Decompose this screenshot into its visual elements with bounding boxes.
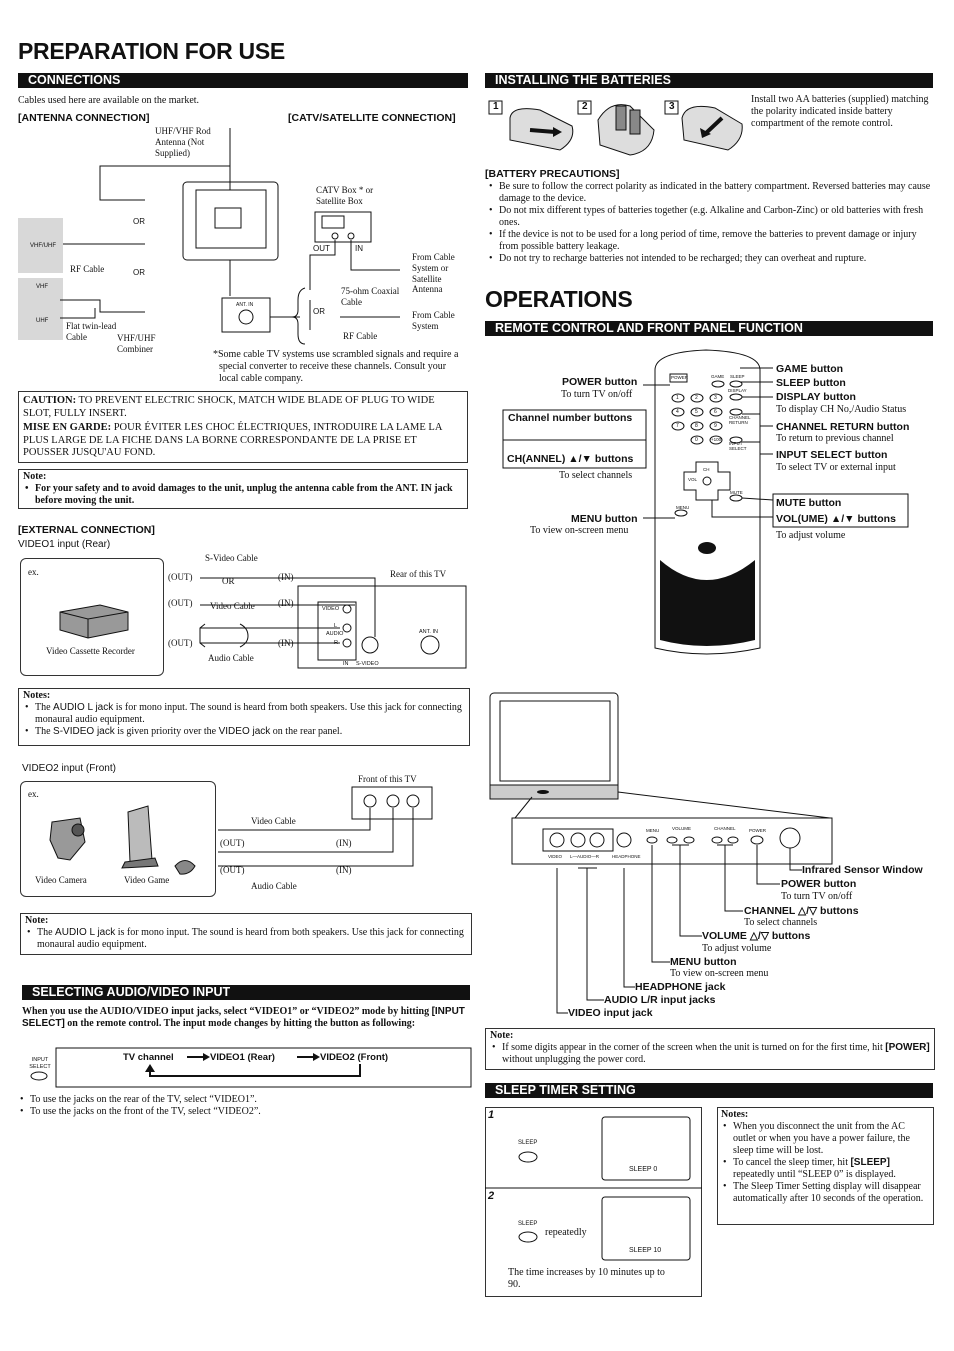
remote-game-key: GAME xyxy=(711,374,725,379)
selecting-header: SELECTING AUDIO/VIDEO INPUT xyxy=(22,985,470,1000)
rear-svideo-label: S-VIDEO xyxy=(356,661,379,667)
remote-input-sub: To select TV or external input xyxy=(776,462,896,473)
or-label-ext: OR xyxy=(222,576,235,586)
panel-audio-text: L—AUDIO—R xyxy=(570,854,600,859)
video2-out-1: (OUT) xyxy=(220,838,245,848)
remote-power-key: POWER xyxy=(671,375,689,380)
batteries-header: INSTALLING THE BATTERIES xyxy=(485,73,933,88)
remote-key-3: 3 xyxy=(714,395,717,401)
sleep-repeatedly: repeatedly xyxy=(545,1227,587,1238)
rear-audio-label: AUDIO xyxy=(326,631,344,637)
panel-channel-sub: To select channels xyxy=(744,917,818,928)
panel-volume-label: VOLUME △/▽ buttons xyxy=(702,930,811,942)
remote-display-label: DISPLAY button xyxy=(776,391,856,403)
out-label-3: (OUT) xyxy=(168,638,193,648)
remote-sleep-key: SLEEP xyxy=(730,374,745,379)
panel-ir-label: Infrared Sensor Window xyxy=(802,864,923,876)
input-select-mini-label: INPUT SELECT xyxy=(29,1057,51,1070)
precaution-recharge: • Do not try to recharge batteries not intended to be recharged; they can overheat and rupture. xyxy=(487,253,935,265)
note-antenna-text: • For your safety and to avoid damages to the unit, unplug the antenna cable from the ANT. IN jack before moving the unit. xyxy=(23,483,463,507)
remote-key-1: 1 xyxy=(676,395,679,401)
in-label-2: (IN) xyxy=(278,598,294,608)
sleep-btn-label-1: SLEEP xyxy=(518,1140,538,1146)
remote-input-label: INPUT SELECT button xyxy=(776,449,888,461)
catv-heading: [CATV/SATELLITE CONNECTION] xyxy=(288,112,456,124)
front-label: Front of this TV xyxy=(358,774,417,784)
catv-box-label: CATV Box * or Satellite Box xyxy=(316,185,374,206)
rear-in-label: IN xyxy=(343,661,349,667)
remote-input-key: INPUT SELECT xyxy=(729,441,747,451)
antenna-heading: [ANTENNA CONNECTION] xyxy=(18,112,150,124)
panel-volume-sub: To adjust volume xyxy=(702,943,772,954)
vhf-uhf-jack-label: VHF/UHF xyxy=(30,243,56,249)
video2-audio-cable-label: Audio Cable xyxy=(251,881,297,891)
rear-r-label: R xyxy=(334,640,338,646)
cycle-video2: VIDEO2 (Front) xyxy=(320,1052,389,1063)
remote-menu-label: MENU button xyxy=(571,513,638,525)
remote-ch-sub: To select channels xyxy=(559,470,633,481)
combiner-label: VHF/UHF Combiner xyxy=(117,333,156,354)
sleep-step-1: 1 xyxy=(488,1109,495,1121)
note-label-4: Note: xyxy=(490,1030,514,1041)
battery-step-3: 3 xyxy=(669,101,675,112)
sleep-note-disappear: • The Sleep Timer Setting display will disappear automatically after 10 seconds of the operation. xyxy=(721,1181,930,1205)
external-heading: [EXTERNAL CONNECTION] xyxy=(18,524,155,536)
catv-footnote: *Some cable TV systems use scrambled signals and require a special converter to receive these channels. Consult your local cable company. xyxy=(213,349,459,384)
remote-return-key: CHANNEL RETURN xyxy=(729,415,751,425)
remote-sleep-label: SLEEP button xyxy=(776,377,846,389)
panel-video-label: VIDEO input jack xyxy=(568,1007,653,1019)
caution-fr-label: MISE EN GARDE: xyxy=(23,422,112,434)
note-audio-l: • The AUDIO L jack is for mono input. The sound is heard from both speakers. Use this jack for connecting monaural audio equipment. xyxy=(23,702,465,726)
remote-menu-sub: To view on-screen menu xyxy=(530,525,629,536)
sleep-header: SLEEP TIMER SETTING xyxy=(485,1083,933,1098)
video1-heading: VIDEO1 input (Rear) xyxy=(18,539,111,550)
page-title-preparation: PREPARATION FOR USE xyxy=(18,38,285,64)
flat-cable-label: Flat twin-lead Cable xyxy=(66,321,117,342)
coaxial-label: 75-ohm Coaxial Cable xyxy=(341,286,400,307)
caution-label: CAUTION: xyxy=(23,395,77,406)
svideo-cable-label: S-Video Cable xyxy=(205,553,258,563)
sleep-notes-box xyxy=(717,1107,934,1225)
rear-ant-in-label: ANT. IN xyxy=(419,629,438,635)
selecting-bullet-rear: • To use the jacks on the rear of the TV, select “VIDEO1”. xyxy=(18,1094,468,1106)
ex-label: ex. xyxy=(28,567,39,577)
out-label-1: (OUT) xyxy=(168,572,193,582)
remote-key-0: 0 xyxy=(695,437,698,443)
connections-intro: Cables used here are available on the market. xyxy=(18,95,200,106)
panel-channel-text: CHANNEL xyxy=(714,826,736,831)
note-svideo: • The S-VIDEO jack is given priority over the VIDEO jack on the rear panel. xyxy=(23,726,465,738)
sleep-step-2: 2 xyxy=(488,1190,495,1202)
rod-antenna-label: UHF/VHF Rod Antenna (Not Supplied) xyxy=(155,126,211,158)
video-cable-label: Video Cable xyxy=(210,601,255,611)
remote-return-label: CHANNEL RETURN button xyxy=(776,421,910,433)
from-cable-label: From Cable System xyxy=(412,310,455,331)
precaution-leakage: • If the device is not to be used for a long period of time, remove the batteries to prevent damage or injury from possible battery leakage. xyxy=(487,229,935,253)
rear-l-label: L xyxy=(334,623,338,629)
remote-power-label: POWER button xyxy=(562,376,638,388)
vhf-jack-label: VHF xyxy=(36,284,48,290)
notes-label: Notes: xyxy=(23,690,51,701)
panel-video-text: VIDEO xyxy=(548,854,563,859)
remote-key-100: +100 xyxy=(711,437,722,442)
precaution-mix: • Do not mix different types of batteries together (e.g. Alkaline and Carbon-Zinc) or old batteries with fresh ones. xyxy=(487,205,935,229)
remote-header: REMOTE CONTROL AND FRONT PANEL FUNCTION xyxy=(485,321,933,336)
from-cable-antenna-label: From Cable System or Satellite Antenna xyxy=(412,252,455,295)
or-label-1: OR xyxy=(133,217,145,226)
selecting-bullet-front: • To use the jacks on the front of the TV, select “VIDEO2”. xyxy=(18,1106,468,1118)
out-label-2: (OUT) xyxy=(168,598,193,608)
note-label-3: Note: xyxy=(25,915,49,926)
remote-ch-key: CH xyxy=(703,467,710,472)
remote-game-label: GAME button xyxy=(776,363,844,375)
battery-step-1: 1 xyxy=(493,101,499,112)
page-title-operations: OPERATIONS xyxy=(485,286,633,312)
remote-display-key: DISPLAY xyxy=(728,388,747,393)
remote-mute-label: MUTE button xyxy=(776,497,842,509)
sleep-note-cancel: • To cancel the sleep timer, hit [SLEEP] repeatedly until “SLEEP 0” is displayed. xyxy=(721,1157,930,1181)
vcr-label: Video Cassette Recorder xyxy=(46,646,135,656)
panel-headphone-label: HEADPHONE jack xyxy=(635,981,726,993)
panel-menu-sub: To view on-screen menu xyxy=(670,968,769,979)
ex-label-2: ex. xyxy=(28,789,39,799)
remote-vol-label: VOL(UME) ▲/▼ buttons xyxy=(776,513,896,525)
sleep-increase-text: The time increases by 10 minutes up to 90. xyxy=(508,1267,665,1290)
video2-in-2: (IN) xyxy=(336,865,352,875)
remote-chnum-label: Channel number buttons xyxy=(508,412,633,424)
cycle-video1: VIDEO1 (Rear) xyxy=(210,1052,275,1063)
caution-fr-text: POUR ÉVITER LES CHOC ÉLECTRIQUES, INTRODUIRE LA LAME LA PLUS LARGE DE LA FICHE DANS LA BORNE CORRESPONDANTE DE LA PRISE ET POUSSER JUSQU'AU FOND. xyxy=(23,422,442,459)
sleep-notes-label: Notes: xyxy=(721,1109,749,1120)
caution-text: TO PREVENT ELECTRIC SHOCK, MATCH WIDE BLADE OF PLUG TO WIDE SLOT, FULLY INSERT. xyxy=(23,395,435,419)
remote-key-6: 6 xyxy=(714,409,717,415)
remote-menu-key: MENU xyxy=(676,505,690,510)
sleep-display-0: SLEEP 0 xyxy=(629,1166,658,1173)
note-power-text: • If some digits appear in the corner of the screen when the unit is turned on for the first time, hit [POWER] without unplugging the power cord. xyxy=(490,1042,930,1066)
remote-power-sub: To turn TV on/off xyxy=(561,389,633,400)
ant-in-label: ANT. IN xyxy=(236,302,254,308)
battery-precautions-heading: [BATTERY PRECAUTIONS] xyxy=(485,168,620,180)
panel-power-text: POWER xyxy=(749,828,767,833)
panel-menu-label: MENU button xyxy=(670,956,737,968)
note-audio-l-2: • The AUDIO L jack is for mono input. The sound is heard from both speakers. Use this jack for connecting monaural audio equipment. xyxy=(25,927,467,951)
in-label-1: (IN) xyxy=(278,572,294,582)
precaution-polarity: • Be sure to follow the correct polarity as indicated in the battery compartment. Reversed batteries may cause damage to the device. xyxy=(487,181,935,205)
sleep-display-10: SLEEP 10 xyxy=(629,1247,662,1254)
video2-out-2: (OUT) xyxy=(220,865,245,875)
game-label: Video Game xyxy=(124,875,170,885)
sleep-note-power-loss: • When you disconnect the unit from the AC outlet or when you have a power failure, the sleep time will be lost. xyxy=(721,1121,930,1157)
in-label-3: (IN) xyxy=(278,638,294,648)
remote-key-9: 9 xyxy=(714,423,717,429)
remote-mute-key: MUTE xyxy=(730,490,743,495)
remote-vol-key: VOL xyxy=(688,477,698,482)
remote-key-7: 7 xyxy=(676,423,679,429)
uhf-jack-label: UHF xyxy=(36,318,49,324)
video2-heading: VIDEO2 input (Front) xyxy=(22,763,116,774)
remote-key-4: 4 xyxy=(676,409,679,415)
catv-out-label: OUT xyxy=(313,244,330,253)
connections-header: CONNECTIONS xyxy=(18,73,468,88)
remote-ch-label: CH(ANNEL) ▲/▼ buttons xyxy=(507,453,634,465)
or-label-2: OR xyxy=(133,268,145,277)
remote-key-2: 2 xyxy=(695,395,698,401)
battery-install-text: Install two AA batteries (supplied) matching the polarity indicated inside battery compartment of the remote control. xyxy=(751,94,929,129)
sleep-btn-label-2: SLEEP xyxy=(518,1221,538,1227)
panel-menu-text: MENU xyxy=(646,828,660,833)
catv-in-label: IN xyxy=(355,244,363,253)
or-label-3: OR xyxy=(313,307,325,316)
video2-in-1: (IN) xyxy=(336,838,352,848)
panel-channel-label: CHANNEL △/▽ buttons xyxy=(744,905,859,917)
rf-cable-label: RF Cable xyxy=(70,264,105,274)
rf-cable-label-2: RF Cable xyxy=(343,331,378,341)
remote-key-8: 8 xyxy=(695,423,698,429)
video2-video-cable-label: Video Cable xyxy=(251,816,296,826)
remote-key-5: 5 xyxy=(695,409,698,415)
selecting-text: When you use the AUDIO/VIDEO input jacks, select “VIDEO1” or “VIDEO2” mode by hitting [INPUT SELECT] on the remote control. The input mode changes by hitting the button as following: xyxy=(22,1006,465,1029)
camera-label: Video Camera xyxy=(35,875,87,885)
panel-power-label: POWER button xyxy=(781,878,857,890)
cycle-tv-channel: TV channel xyxy=(123,1052,174,1063)
remote-display-sub: To display CH No,/Audio Status xyxy=(776,404,907,415)
audio-cable-label: Audio Cable xyxy=(208,653,254,663)
panel-power-sub: To turn TV on/off xyxy=(781,891,853,902)
panel-audio-label: AUDIO L/R input jacks xyxy=(604,994,716,1006)
rear-label: Rear of this TV xyxy=(390,569,447,579)
battery-step-2: 2 xyxy=(582,101,588,112)
note-label: Note: xyxy=(23,471,47,482)
panel-volume-text: VOLUME xyxy=(672,826,692,831)
rear-video-label: VIDEO xyxy=(322,606,340,612)
panel-headphone-text: HEADPHONE xyxy=(612,854,641,859)
remote-vol-sub: To adjust volume xyxy=(776,530,846,541)
remote-return-sub: To return to previous channel xyxy=(776,433,894,444)
